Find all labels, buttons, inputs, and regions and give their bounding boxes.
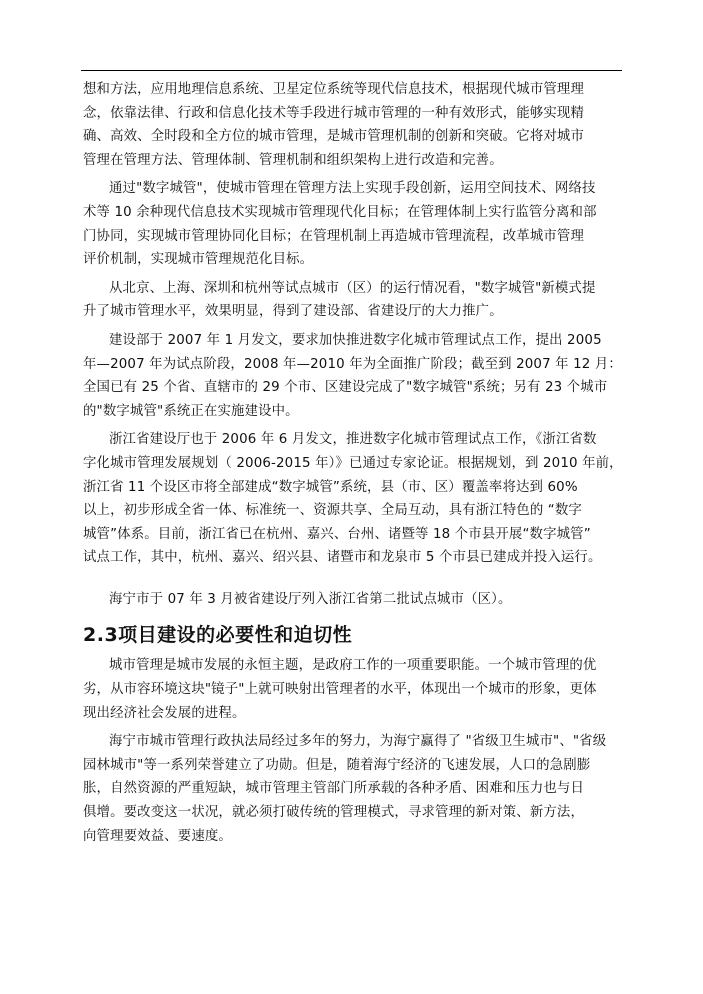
text-line: 浙江省建设厅也于 2006 年 6 月发文，推进数字化城市管理试点工作，《浙江省数 — [109, 432, 597, 448]
text-line: 现出经济社会发展的进程。 — [83, 705, 246, 721]
text-line: 升了城市管理水平，效果明显，得到了建设部、省建设厅的大力推广。 — [83, 304, 503, 320]
paragraph-7 — [83, 654, 623, 725]
text-line: 试点工作，其中，杭州、嘉兴、绍兴县、诸暨市和龙泉市 5 个市县已建成并投入运行。 — [83, 550, 602, 566]
paragraph-4 — [83, 329, 623, 423]
text-line: 字化城市管理发展规划（ 2006-2015 年）》已通过专家论证。根据规划，到 2010 年前， — [83, 455, 623, 471]
text-line: 的"数字城管"系统正在实施建设中。 — [83, 403, 299, 419]
section-number: 2.3 — [83, 624, 119, 647]
text-line: 城管”体系。目前，浙江省已在杭州、嘉兴、台州、诸暨等 18 个市县开展“数字城管” — [83, 526, 591, 542]
paragraph-5 — [83, 428, 623, 570]
paragraph-8 — [83, 730, 623, 848]
text-line: 术等 10 余种现代信息技术实现城市管理现代化目标；在管理体制上实行监管分离和部 — [83, 204, 597, 220]
text-line: 向管理要效益、要速度。 — [83, 828, 232, 844]
text-line: 年—2007 年为试点阶段，2008 年—2010 年为全面推广阶段；截至到 2007 年 12 月： — [83, 356, 622, 372]
text-line: 评价机制，实现城市管理规范化目标。 — [83, 252, 314, 268]
text-line: 从北京、上海、深圳和杭州等试点城市（区）的运行情况看，"数字城管"新模式提 — [109, 280, 596, 296]
header-rule — [81, 70, 622, 71]
text-line: 海宁市于 07 年 3 月被省建设厅列入浙江省第二批试点城市（区）。 — [109, 591, 512, 607]
text-line: 海宁市城市管理行政执法局经过多年的努力，为海宁赢得了 "省级卫生城市"、"省级 — [109, 734, 607, 750]
paragraph-1 — [83, 78, 623, 172]
paragraph-3 — [83, 277, 623, 324]
text-line: 想和方法，应用地理信息系统、卫星定位系统等现代信息技术，根据现代城市管理理 — [83, 82, 585, 97]
section-heading — [83, 621, 623, 649]
text-line: 建设部于 2007 年 1 月发文，要求加快推进数字化城市管理试点工作，提出 2005 — [109, 332, 602, 348]
document-body — [83, 78, 623, 848]
paragraph-6 — [83, 588, 623, 612]
text-line: 胀，自然资源的严重短缺，城市管理主管部门所承载的各种矛盾、困难和压力也与日 — [83, 781, 585, 797]
text-line: 劣，从市容环境这块"镜子"上就可映射出管理者的水平，体现出一个城市的形象，更体 — [83, 682, 597, 698]
text-line: 管理在管理方法、管理体制、管理机制和组织架构上进行改造和完善。 — [83, 152, 503, 168]
text-line: 浙江省 11 个设区市将全部建成“数字城管”系统，县（市、区）覆盖率将达到 60% — [83, 479, 578, 495]
text-line: 确、高效、全时段和全方位的城市管理，是城市管理机制的创新和突破。它将对城市 — [83, 129, 585, 145]
text-line: 全国已有 25 个省、直辖市的 29 个市、区建设完成了"数字城管"系统；另有 23 个城市 — [83, 380, 608, 396]
text-line: 俱增。要改变这一状况，就必须打破传统的管理模式，寻求管理的新对策、新方法， — [83, 805, 585, 821]
text-line: 园林城市"等一系列荣誉建立了功勋。但是，随着海宁经济的飞速发展，人口的急剧膨 — [83, 757, 591, 773]
section-title: 项目建设的必要性和迫切性 — [118, 624, 353, 647]
paragraph-2 — [83, 177, 623, 271]
text-line: 以上，初步形成全省一体、标准统一、资源共享、全局互动，具有浙江特色的 “数字 — [83, 503, 582, 519]
text-line: 门协同，实现城市管理协同化目标；在管理机制上再造城市管理流程，改革城市管理 — [83, 228, 585, 244]
text-line: 城市管理是城市发展的永恒主题，是政府工作的一项重要职能。一个城市管理的优 — [109, 658, 597, 674]
text-line: 通过"数字城管"，使城市管理在管理方法上实现手段创新，运用空间技术、网络技 — [109, 181, 596, 197]
text-line: 念，依靠法律、行政和信息化技术等手段进行城市管理的一种有效形式，能够实现精 — [83, 105, 585, 121]
